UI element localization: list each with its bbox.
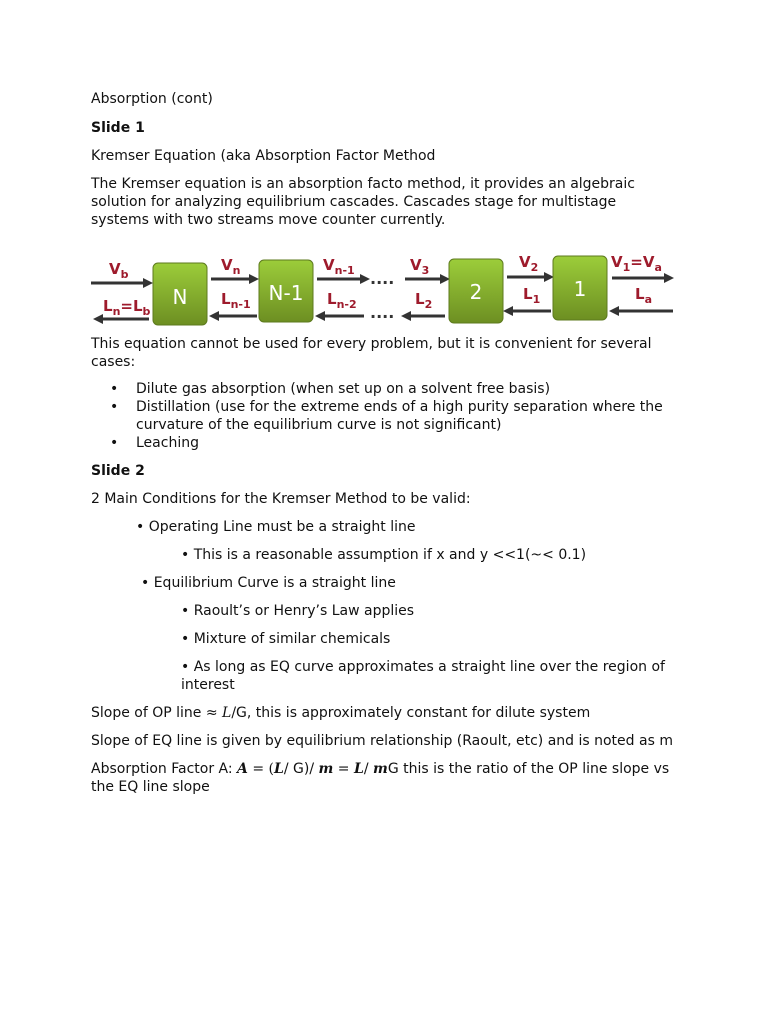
bullet-icon: • (110, 399, 119, 415)
stage-n-label: N (172, 285, 188, 309)
slope-eq-line: Slope of EQ line is given by equilibrium relationship (Raoult, etc) and is noted as m (91, 733, 673, 749)
stage-1-label: 1 (573, 277, 587, 301)
arrowhead-l2 (401, 311, 411, 321)
list-item (91, 434, 677, 452)
stage-n (153, 263, 207, 325)
label-v3: $V_3$ (410, 256, 430, 277)
stage-2-label: 2 (469, 280, 483, 304)
list-item-text: Distillation (use for the extreme ends of a high purity separation where the curvature of the equilibrium curve is not significant) (136, 399, 663, 433)
arrowhead-la (609, 306, 619, 316)
condition-equilibrium-detail: • Mixture of similar chemicals (181, 631, 391, 647)
label-vn: $V_n$ (221, 256, 241, 277)
stage-1 (553, 256, 607, 320)
cascade-diagram (87, 238, 677, 330)
document-title: Absorption (cont) (91, 91, 213, 107)
conditions-intro: 2 Main Conditions for the Kremser Method to be valid: (91, 491, 471, 507)
label-v2: $V_2$ (519, 253, 539, 274)
label-ln-2: $L_{n-2}$ (327, 290, 357, 311)
label-ln-lb: $L_n=L_b$ (103, 297, 151, 318)
label-vb: $V_b$ (109, 260, 129, 281)
label-v1-va: $V_1=V_a$ (611, 253, 662, 274)
condition-equilibrium-curve: • Equilibrium Curve is a straight line (141, 575, 396, 591)
document-page (91, 90, 677, 806)
arrowhead-vn1 (360, 274, 370, 284)
cases-list (91, 380, 677, 452)
list-item (91, 380, 677, 398)
slide2-heading: Slide 2 (91, 463, 145, 479)
list-item-text: Dilute gas absorption (when set up on a solvent free basis) (136, 381, 551, 397)
arrowhead-v1 (664, 273, 674, 283)
stage-n-1 (259, 260, 313, 322)
condition-equilibrium-detail: • Raoult’s or Henry’s Law applies (181, 603, 415, 619)
slide1-subtitle: Kremser Equation (aka Absorption Factor Method (91, 148, 436, 164)
label-l2: $L_2$ (415, 290, 433, 311)
slope-op-line: Slope of OP line ≈ L/G, this is approximately constant for dilute system (91, 705, 591, 721)
arrowhead-ln1 (209, 311, 219, 321)
slide1-heading: Slide 1 (91, 120, 145, 136)
top-dots: .... (370, 269, 395, 288)
label-l1: $L_1$ (523, 285, 541, 306)
list-item-text: Leaching (136, 435, 199, 451)
list-item (91, 398, 677, 434)
arrowhead-vb (143, 278, 153, 288)
condition-operating-line: • Operating Line must be a straight line (136, 519, 416, 535)
label-la: $L_a$ (635, 285, 652, 306)
stage-2 (449, 259, 503, 323)
arrowhead-ln2 (315, 311, 325, 321)
arrowhead-ln (93, 314, 103, 324)
arrowhead-vn (249, 274, 259, 284)
label-vn-1: $V_{n-1}$ (323, 256, 355, 277)
slide1-cases-intro: This equation cannot be used for every problem, but it is convenient for several cases: (91, 336, 652, 370)
bottom-dots: .... (370, 303, 395, 322)
absorption-factor: Absorption Factor A: A = (L/ G)/ m = L/ mG this is the ratio of the OP line slope vs the EQ line slope (91, 761, 670, 795)
slide1-intro: The Kremser equation is an absorption facto method, it provides an algebraic solution for analyzing equilibrium cascades. Cascades stage for multistage systems with two streams move counter currently. (91, 176, 635, 228)
condition-equilibrium-detail: • As long as EQ curve approximates a straight line over the region of interest (181, 659, 665, 693)
stage-n-1-label: N-1 (268, 281, 304, 305)
bullet-icon: • (110, 381, 119, 397)
label-ln-1: $L_{n-1}$ (221, 290, 251, 311)
bullet-icon: • (110, 435, 119, 451)
condition-operating-line-detail: • This is a reasonable assumption if x and y <<1(~< 0.1) (181, 547, 587, 563)
arrowhead-l1 (503, 306, 513, 316)
